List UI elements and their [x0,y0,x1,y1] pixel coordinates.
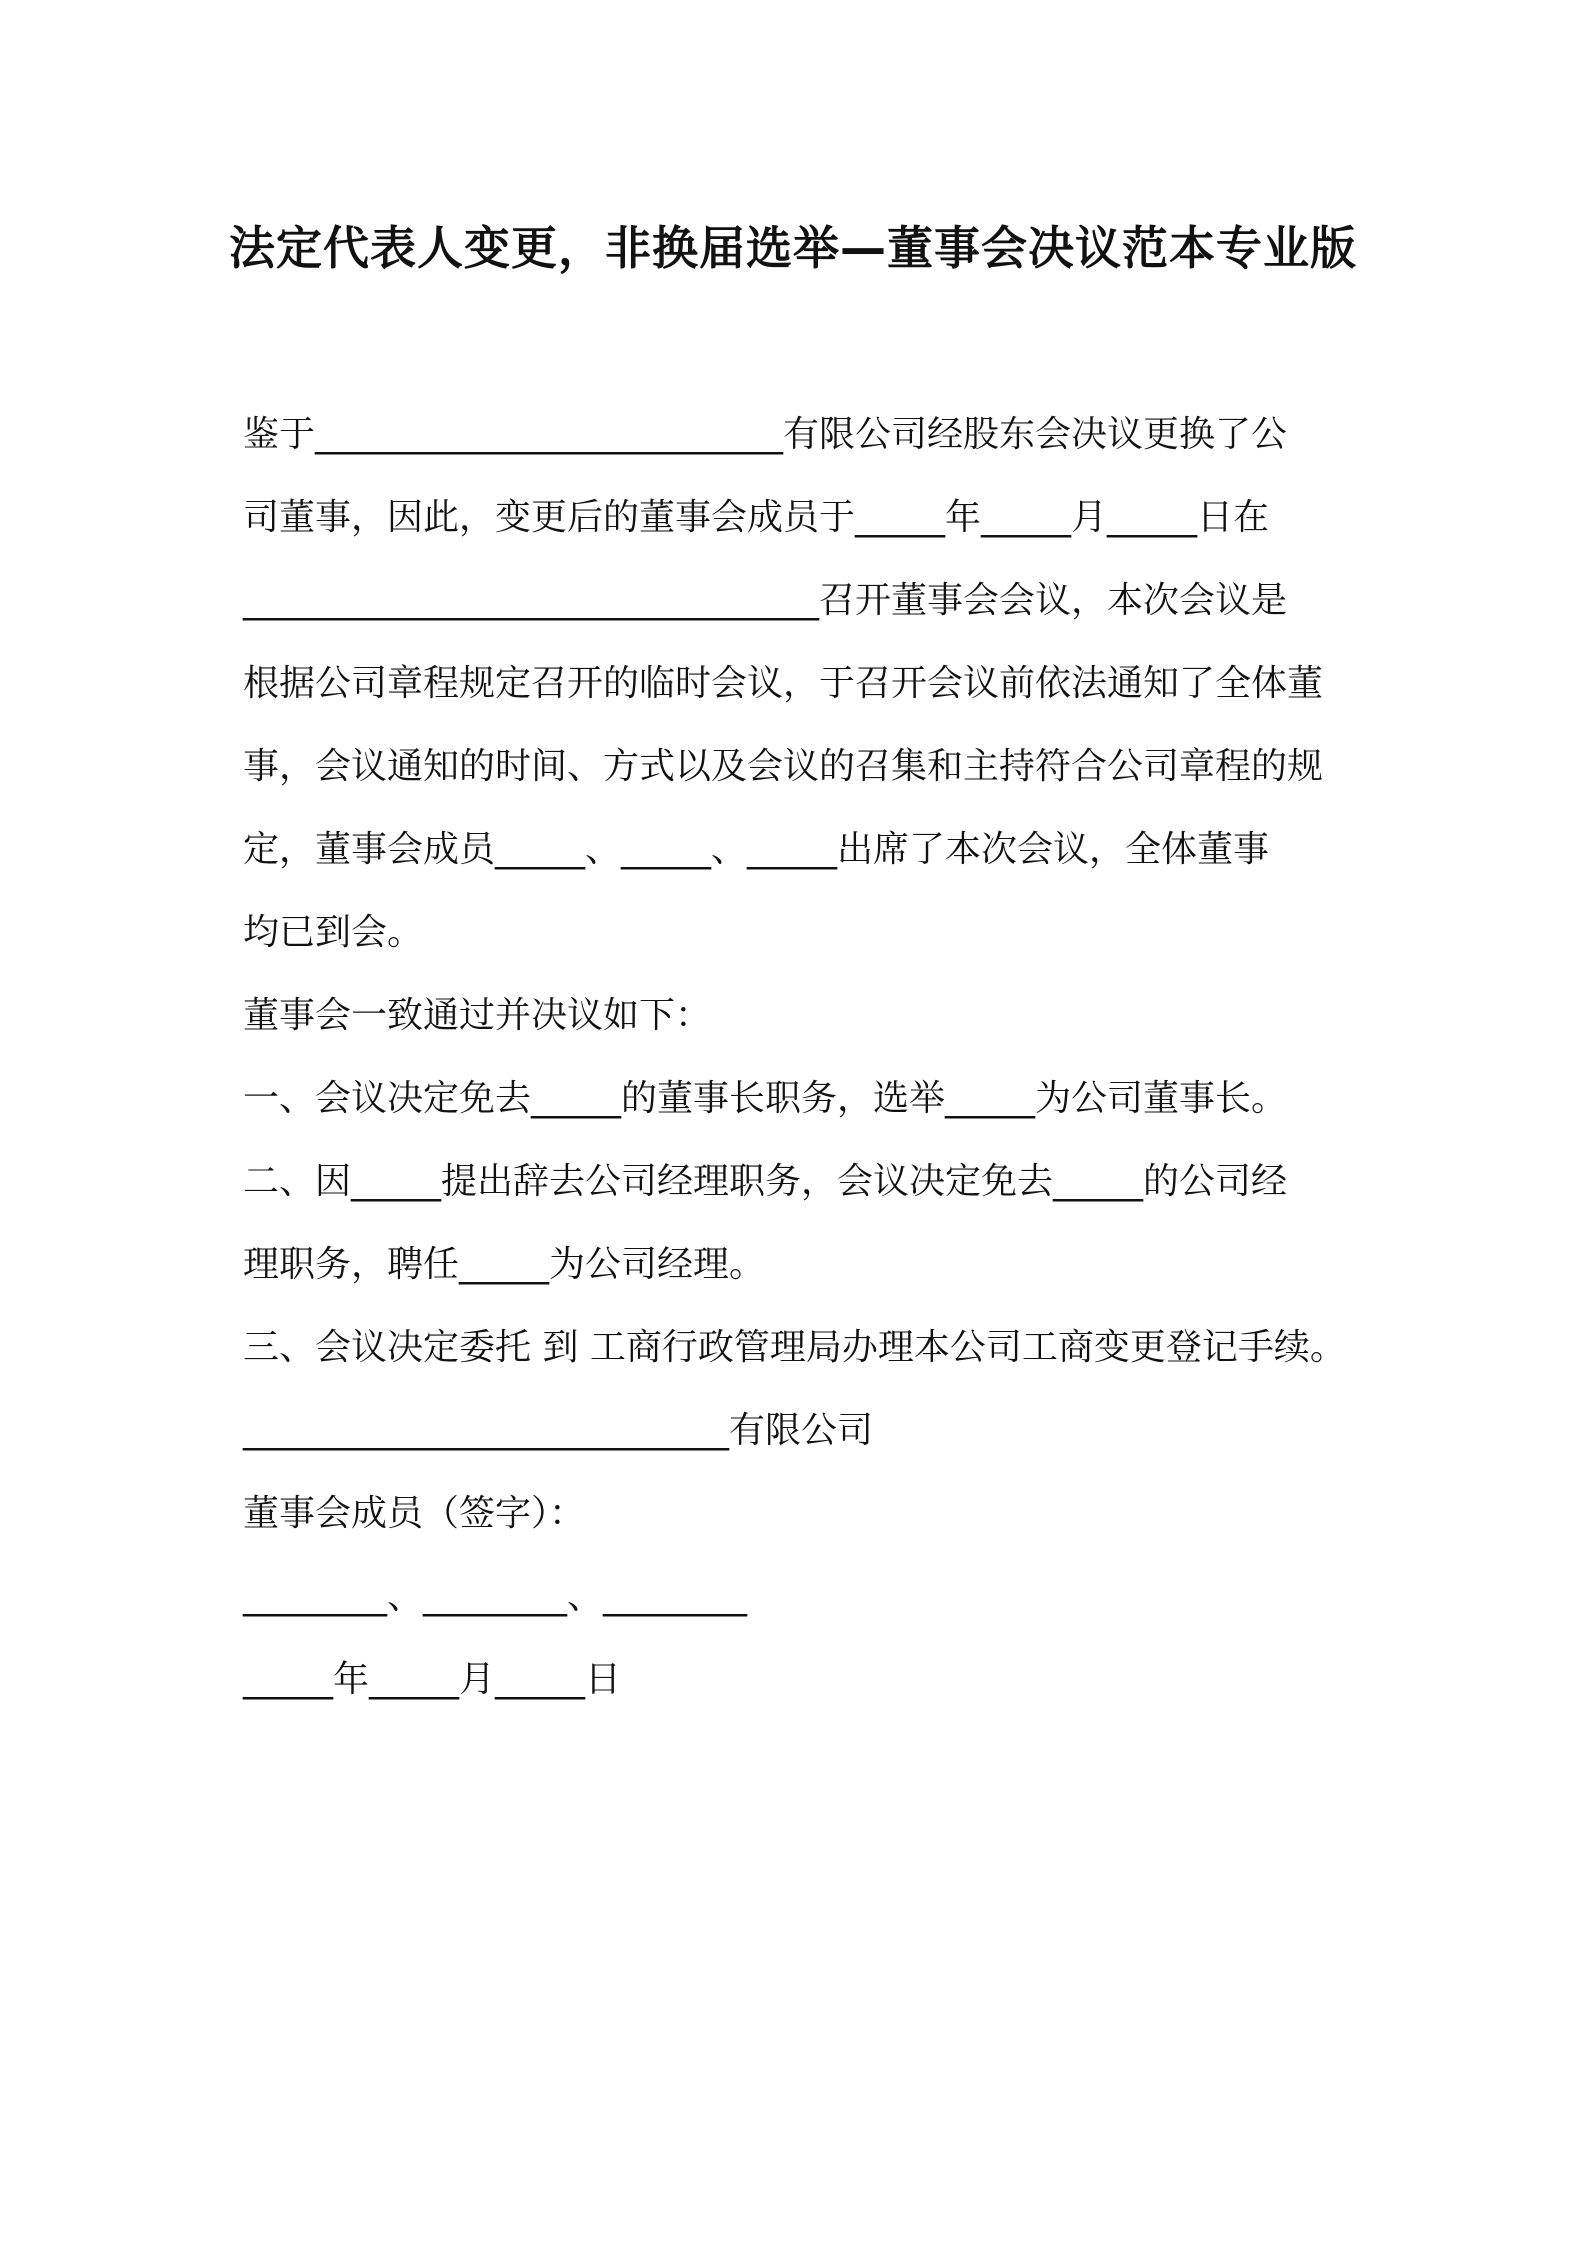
document-body [243,405,1363,1733]
resolution-item-2-cont: 理职务，聘任_____为公司经理。 [243,1244,766,1285]
paragraph-line: 鉴于__________________________有限公司经股东会决议更换了公 [243,414,1288,455]
paragraph-line: 事，会议通知的时间、方式以及会议的召集和主持符合公司章程的规 [243,746,1324,787]
paragraph-line: 均已到会。 [243,912,424,953]
paragraph-line: 司董事，因此，变更后的董事会成员于_____年_____月_____日在 [243,497,1270,538]
paragraph-line: ________________________________召开董事会会议，本次会议是 [243,580,1288,621]
resolution-item-1: 一、会议决定免去_____的董事长职务，选举_____为公司董事长。 [243,1078,1288,1119]
resolution-intro: 董事会一致通过并决议如下： [243,995,712,1036]
company-name-line: ___________________________有限公司 [243,1410,874,1451]
date-line: _____年_____月_____日 [243,1659,621,1700]
signature-label: 董事会成员（签字）： [243,1493,586,1534]
resolution-item-2: 二、因_____提出辞去公司经理职务，会议决定免去_____的公司经 [243,1161,1288,1202]
paragraph-line: 根据公司章程规定召开的临时会议，于召开会议前依法通知了全体董 [243,663,1324,704]
paragraph-line: 定，董事会成员_____、_____、_____出席了本次会议，全体董事 [243,829,1270,870]
resolution-item-3: 三、会议决定委托 到 工商行政管理局办理本公司工商变更登记手续。 [243,1327,1346,1368]
document-title: 法定代表人变更，非换届选举—董事会决议范本专业版 [229,221,1357,275]
signature-blanks: ________、________、________ [243,1576,747,1617]
